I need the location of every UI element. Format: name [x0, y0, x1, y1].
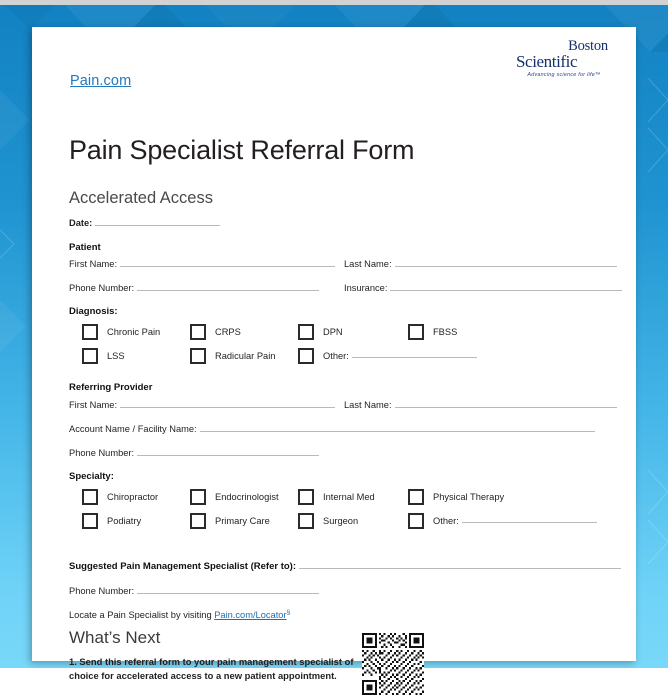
suggested-specialist-label: Suggested Pain Management Specialist (Refer to):: [69, 561, 296, 572]
top-gray-strip: [0, 0, 668, 5]
suggested-phone-label: Phone Number:: [69, 586, 135, 596]
date-input-line[interactable]: [95, 217, 220, 226]
specialty-checkbox-internal-med[interactable]: Internal Med: [298, 489, 375, 505]
page-subtitle: Accelerated Access: [69, 189, 213, 207]
specialty-checkbox-other[interactable]: Other:: [408, 513, 597, 529]
provider-phone-label: Phone Number:: [69, 448, 135, 458]
patient-phone-input[interactable]: [137, 282, 319, 291]
diagnosis-checkbox-lss[interactable]: LSS: [82, 348, 125, 364]
logo-line-1: Boston: [568, 38, 608, 54]
provider-first-name-label: First Name:: [69, 400, 118, 410]
diagnosis-checkbox-dpn[interactable]: DPN: [298, 324, 343, 340]
specialty-checkbox-physical-therapy[interactable]: Physical Therapy: [408, 489, 504, 505]
provider-account-name-label: Account Name / Facility Name:: [69, 424, 197, 434]
specialty-checkbox-surgeon[interactable]: Surgeon: [298, 513, 358, 529]
locator-row: [69, 609, 290, 620]
provider-first-name-row: [69, 399, 335, 410]
paincom-link[interactable]: Pain.com: [70, 73, 132, 89]
patient-last-name-row: [344, 258, 617, 269]
provider-account-name-row: [69, 423, 595, 434]
date-field-row: [69, 217, 220, 228]
specialty-checkbox-podiatry[interactable]: Podiatry: [82, 513, 141, 529]
checkbox-icon[interactable]: [408, 489, 424, 505]
checkbox-icon[interactable]: [298, 348, 314, 364]
checkbox-icon[interactable]: [408, 324, 424, 340]
suggested-specialist-row: [69, 560, 621, 572]
patient-first-name-row: [69, 258, 335, 269]
checkbox-icon[interactable]: [298, 513, 314, 529]
qr-code[interactable]: [362, 633, 424, 695]
checkbox-icon[interactable]: [298, 324, 314, 340]
checkbox-icon[interactable]: [82, 513, 98, 529]
diagnosis-checkbox-fbss[interactable]: FBSS: [408, 324, 457, 340]
suggested-phone-input[interactable]: [137, 585, 319, 594]
checkbox-icon[interactable]: [190, 513, 206, 529]
provider-phone-row: [69, 447, 319, 458]
patient-phone-label: Phone Number:: [69, 283, 135, 293]
diagnosis-checkbox-radicular-pain[interactable]: Radicular Pain: [190, 348, 275, 364]
logo-tagline: Advancing science for life™: [527, 71, 601, 78]
page-title: Pain Specialist Referral Form: [69, 135, 415, 165]
checkbox-icon[interactable]: [82, 324, 98, 340]
logo-line-2: Scientific: [516, 51, 578, 71]
diagnosis-checkbox-crps[interactable]: CRPS: [190, 324, 241, 340]
patient-insurance-input[interactable]: [390, 282, 622, 291]
specialty-checkbox-chiropractor[interactable]: Chiropractor: [82, 489, 158, 505]
diagnosis-other-input[interactable]: [352, 349, 477, 358]
whats-next-step-1: 1. Send this referral form to your pain management specialist of choice for accelerated access to a new patient appointment.: [69, 656, 354, 681]
checkbox-icon[interactable]: [190, 324, 206, 340]
checkbox-icon[interactable]: [298, 489, 314, 505]
provider-phone-input[interactable]: [137, 447, 319, 456]
specialty-checkbox-primary-care[interactable]: Primary Care: [190, 513, 270, 529]
locator-link[interactable]: Pain.com/Locator: [214, 610, 287, 621]
date-label: Date:: [69, 218, 93, 228]
checkbox-icon[interactable]: [190, 348, 206, 364]
checkbox-icon[interactable]: [190, 489, 206, 505]
patient-last-name-input[interactable]: [395, 258, 617, 267]
checkbox-icon[interactable]: [82, 348, 98, 364]
patient-insurance-label: Insurance:: [344, 283, 388, 293]
specialty-section-title: Specialty:: [69, 471, 114, 482]
locator-prefix-text: Locate a Pain Specialist by visiting: [69, 610, 215, 621]
provider-account-name-input[interactable]: [200, 423, 595, 432]
patient-section-title: Patient: [69, 242, 101, 253]
provider-first-name-input[interactable]: [120, 399, 335, 408]
diagnosis-checkbox-chronic-pain[interactable]: Chronic Pain: [82, 324, 160, 340]
patient-last-name-label: Last Name:: [344, 259, 392, 269]
checkbox-icon[interactable]: [408, 513, 424, 529]
form-page: [32, 27, 636, 681]
specialty-other-input[interactable]: [462, 514, 597, 523]
specialty-checkbox-endocrinologist[interactable]: Endocrinologist: [190, 489, 279, 505]
suggested-phone-row: [69, 585, 319, 596]
patient-insurance-row: [344, 282, 622, 293]
checkbox-icon[interactable]: [82, 489, 98, 505]
locator-footnote-marker: §: [286, 609, 291, 616]
diagnosis-section-title: Diagnosis:: [69, 306, 118, 317]
whats-next-heading: What’s Next: [69, 628, 161, 647]
patient-first-name-label: First Name:: [69, 259, 118, 269]
patient-first-name-input[interactable]: [120, 258, 335, 267]
patient-phone-row: [69, 282, 319, 293]
provider-last-name-input[interactable]: [395, 399, 617, 408]
referring-provider-section-title: Referring Provider: [69, 382, 153, 393]
suggested-specialist-input[interactable]: [299, 560, 621, 569]
provider-last-name-row: [344, 399, 617, 410]
diagnosis-checkbox-other[interactable]: Other:: [298, 348, 477, 364]
provider-last-name-label: Last Name:: [344, 400, 392, 410]
